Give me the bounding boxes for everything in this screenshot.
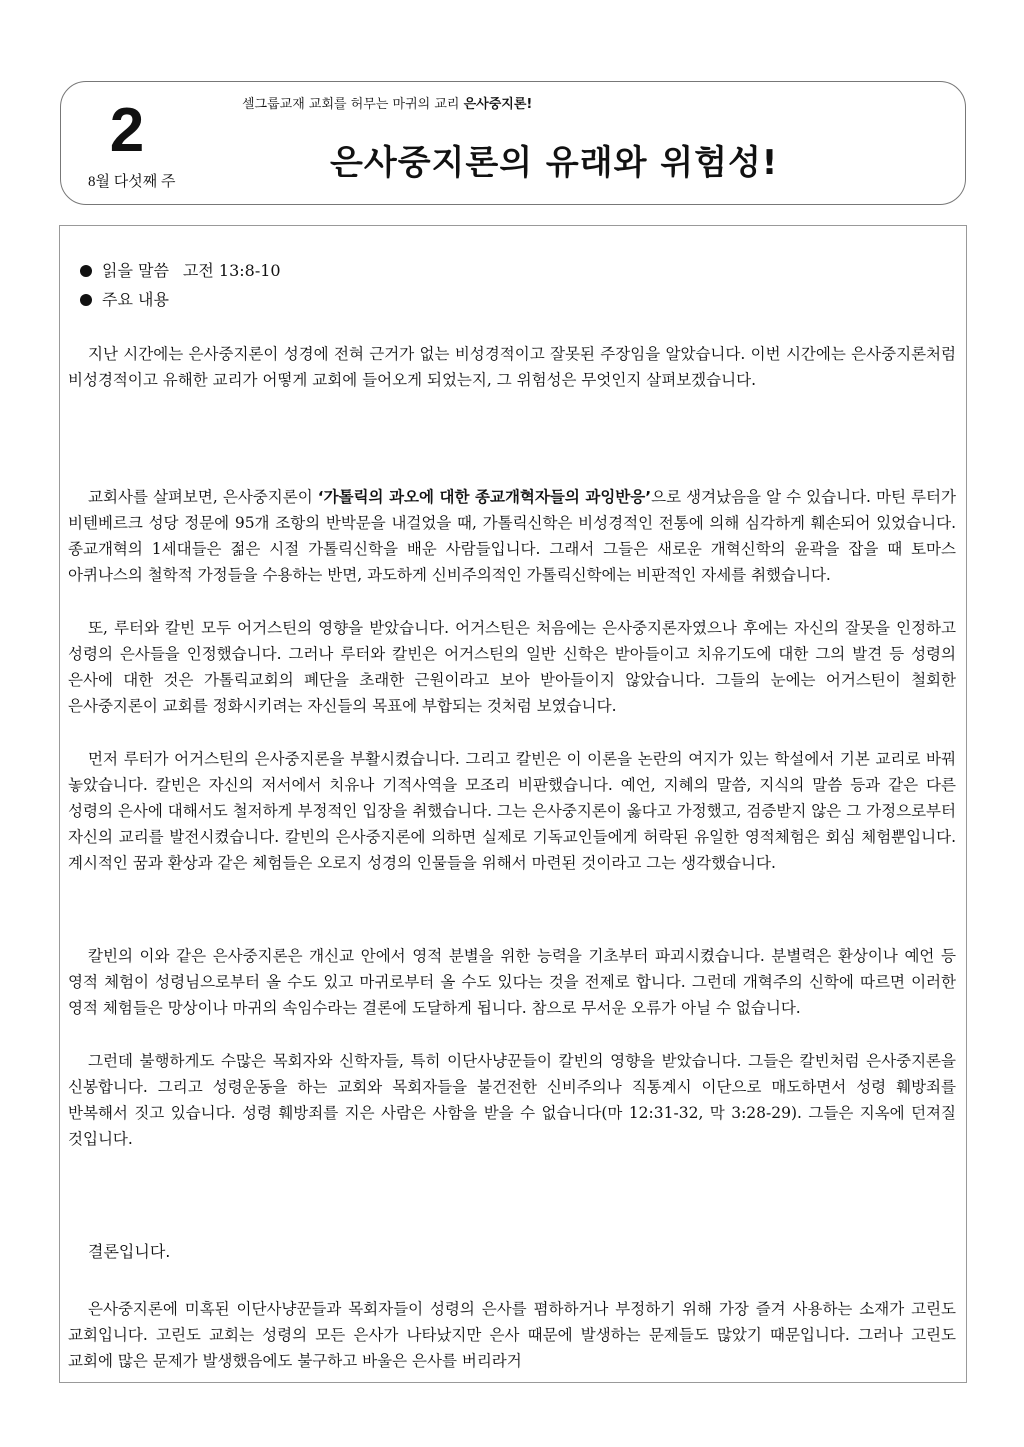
- series-line: [242, 93, 532, 112]
- paragraph-text: 먼저 루터가 어거스틴의 은사중지론을 부활시켰습니다. 그리고 칼빈은 이 이론을 논란의 여지가 있는 학설에서 기본 교리로 바꿔 놓았습니다. 칼빈은 자신의 저서에서 치유나 기적사역을 모조리 비판했습니다. 예언, 지혜의 말씀, 지식의 말씀 등과 같은 다른 성령의 은사에 대해서도 철저하게 부정적인 입장을 취했습니다. 그는 은사중지론이 옳다고 가정했고, 검증받지 않은 그 가정으로부터 자신의 교리를 발전시켰습니다. 칼빈의 은사중지론에 의하면 실제로 기독교인들에게 허락된 유일한 영적체험은 회심 체험뿐입니다. 계시적인 꿈과 환상과 같은 체험들은 오로지 성경의 인물들을 위해서 마련된 것이라고 그는 생각했습니다.: [68, 750, 956, 873]
- augustine-paragraph: [68, 615, 956, 719]
- reading-row: [80, 258, 281, 281]
- lesson-number: 2: [109, 96, 145, 165]
- highlighted-phrase: ‘가톨릭의 과오에 대한 종교개혁자들의 과잉반응’: [317, 488, 652, 506]
- paragraph-text: 은사중지론에 미혹된 이단사냥꾼들과 목회자들이 성령의 은사를 폄하하거나 부정하기 위해 가장 즐겨 사용하는 소재가 고린도 교회입니다. 고린도 교회는 성령의 모든 은사가 나타났지만 은사 때문에 발생하는 문제들도 많았기 때문입니다. 그러나 고린도 교회에 많은 문제가 발생했음에도 불구하고 바울은 은사를 버리라거: [68, 1300, 956, 1371]
- paragraph-text: 교회사를 살펴보면, 은사중지론이: [88, 488, 318, 506]
- heresy-hunters-paragraph: [68, 1048, 956, 1152]
- reading-reference: 고전 13:8-10: [182, 261, 281, 280]
- main-content-row: [80, 287, 169, 310]
- page-title: 은사중지론의 유래와 위험성!: [330, 143, 779, 183]
- paragraph-text: 지난 시간에는 은사중지론이 성경에 전혀 근거가 없는 비성경적이고 잘못된 주장임을 알았습니다. 이번 시간에는 은사중지론처럼 비성경적이고 유해한 교리가 어떻게 교회에 들어오게 되었는지, 그 위험성은 무엇인지 살펴보겠습니다.: [68, 345, 956, 390]
- reading-label: 읽을 말씀: [102, 261, 169, 280]
- paragraph-text: 또, 루터와 칼빈 모두 어거스틴의 영향을 받았습니다. 어거스틴은 처음에는 은사중지론자였으나 후에는 자신의 잘못을 인정하고 성령의 은사들을 인정했습니다. 그러나 루터와 칼빈은 어거스틴의 일반 신학은 받아들이고 치유기도에 대한 그의 발견 등 성령의 은사에 대한 것은 가톨릭교회의 폐단을 초래한 근원이라고 보아 받아들이지 않았습니다. 그들의 눈에는 어거스틴이 철회한 은사중지론이 교회를 정화시키려는 자신들의 목표에 부합되는 것처럼 보였습니다.: [68, 619, 956, 716]
- discernment-paragraph: [68, 943, 956, 1021]
- conclusion-heading: 결론입니다.: [88, 1242, 171, 1261]
- paragraph-text: 으로 생겨났음을 알 수 있습니다. 마틴 루터가 비텐베르크 성당 정문에 95개 조항의 반박문을 내걸었을 때, 가톨릭신학은 비성경적인 전통에 의해 심각하게 훼손되어 있었습니다. 종교개혁의 1세대들은 젊은 시절 가톨릭신학을 배운 사람들입니다. 그래서 그들은 새로운 개혁신학의 윤곽을 잡을 때 토마스 아퀴나스의 철학적 가정들을 수용하는 반면, 과도하게 신비주의적인 가톨릭신학에는 비판적인 자세를 취했습니다.: [68, 488, 956, 585]
- calvin-paragraph: [68, 746, 956, 876]
- paragraph-text: 칼빈의 이와 같은 은사중지론은 개신교 안에서 영적 분별을 위한 능력을 기초부터 파괴시켰습니다. 분별력은 환상이나 예언 등 영적 체험이 성령님으로부터 올 수도 있고 마귀로부터 올 수도 있다는 것을 전제로 합니다. 그런데 개혁주의 신학에 따르면 이러한 영적 체험들은 망상이나 마귀의 속임수라는 결론에 도달하게 됩니다. 참으로 무서운 오류가 아닐 수 없습니다.: [68, 947, 956, 1018]
- bullet-icon: [80, 294, 92, 306]
- paragraph-text: 그런데 불행하게도 수많은 목회자와 신학자들, 특히 이단사냥꾼들이 칼빈의 영향을 받았습니다. 그들은 칼빈처럼 은사중지론을 신봉합니다. 그리고 성령운동을 하는 교회와 목회자들을 불건전한 신비주의나 직통계시 이단으로 매도하면서 성령 훼방죄를 반복해서 짓고 있습니다. 성령 훼방죄를 지은 사람은 사함을 받을 수 없습니다(마 12:31-32, 막 3:28-29). 그들은 지옥에 던져질 것입니다.: [68, 1052, 956, 1149]
- main-content-label: 주요 내용: [102, 290, 169, 309]
- intro-paragraph: [68, 341, 956, 393]
- series-name: 셀그룹교재 교회를 허무는 마귀의 교리: [242, 97, 464, 112]
- series-emphasis: 은사중지론!: [463, 97, 533, 112]
- week-label: 8월 다섯째 주: [88, 174, 176, 190]
- history-paragraph: [68, 484, 956, 588]
- conclusion-paragraph: [68, 1296, 956, 1374]
- bullet-icon: [80, 265, 92, 277]
